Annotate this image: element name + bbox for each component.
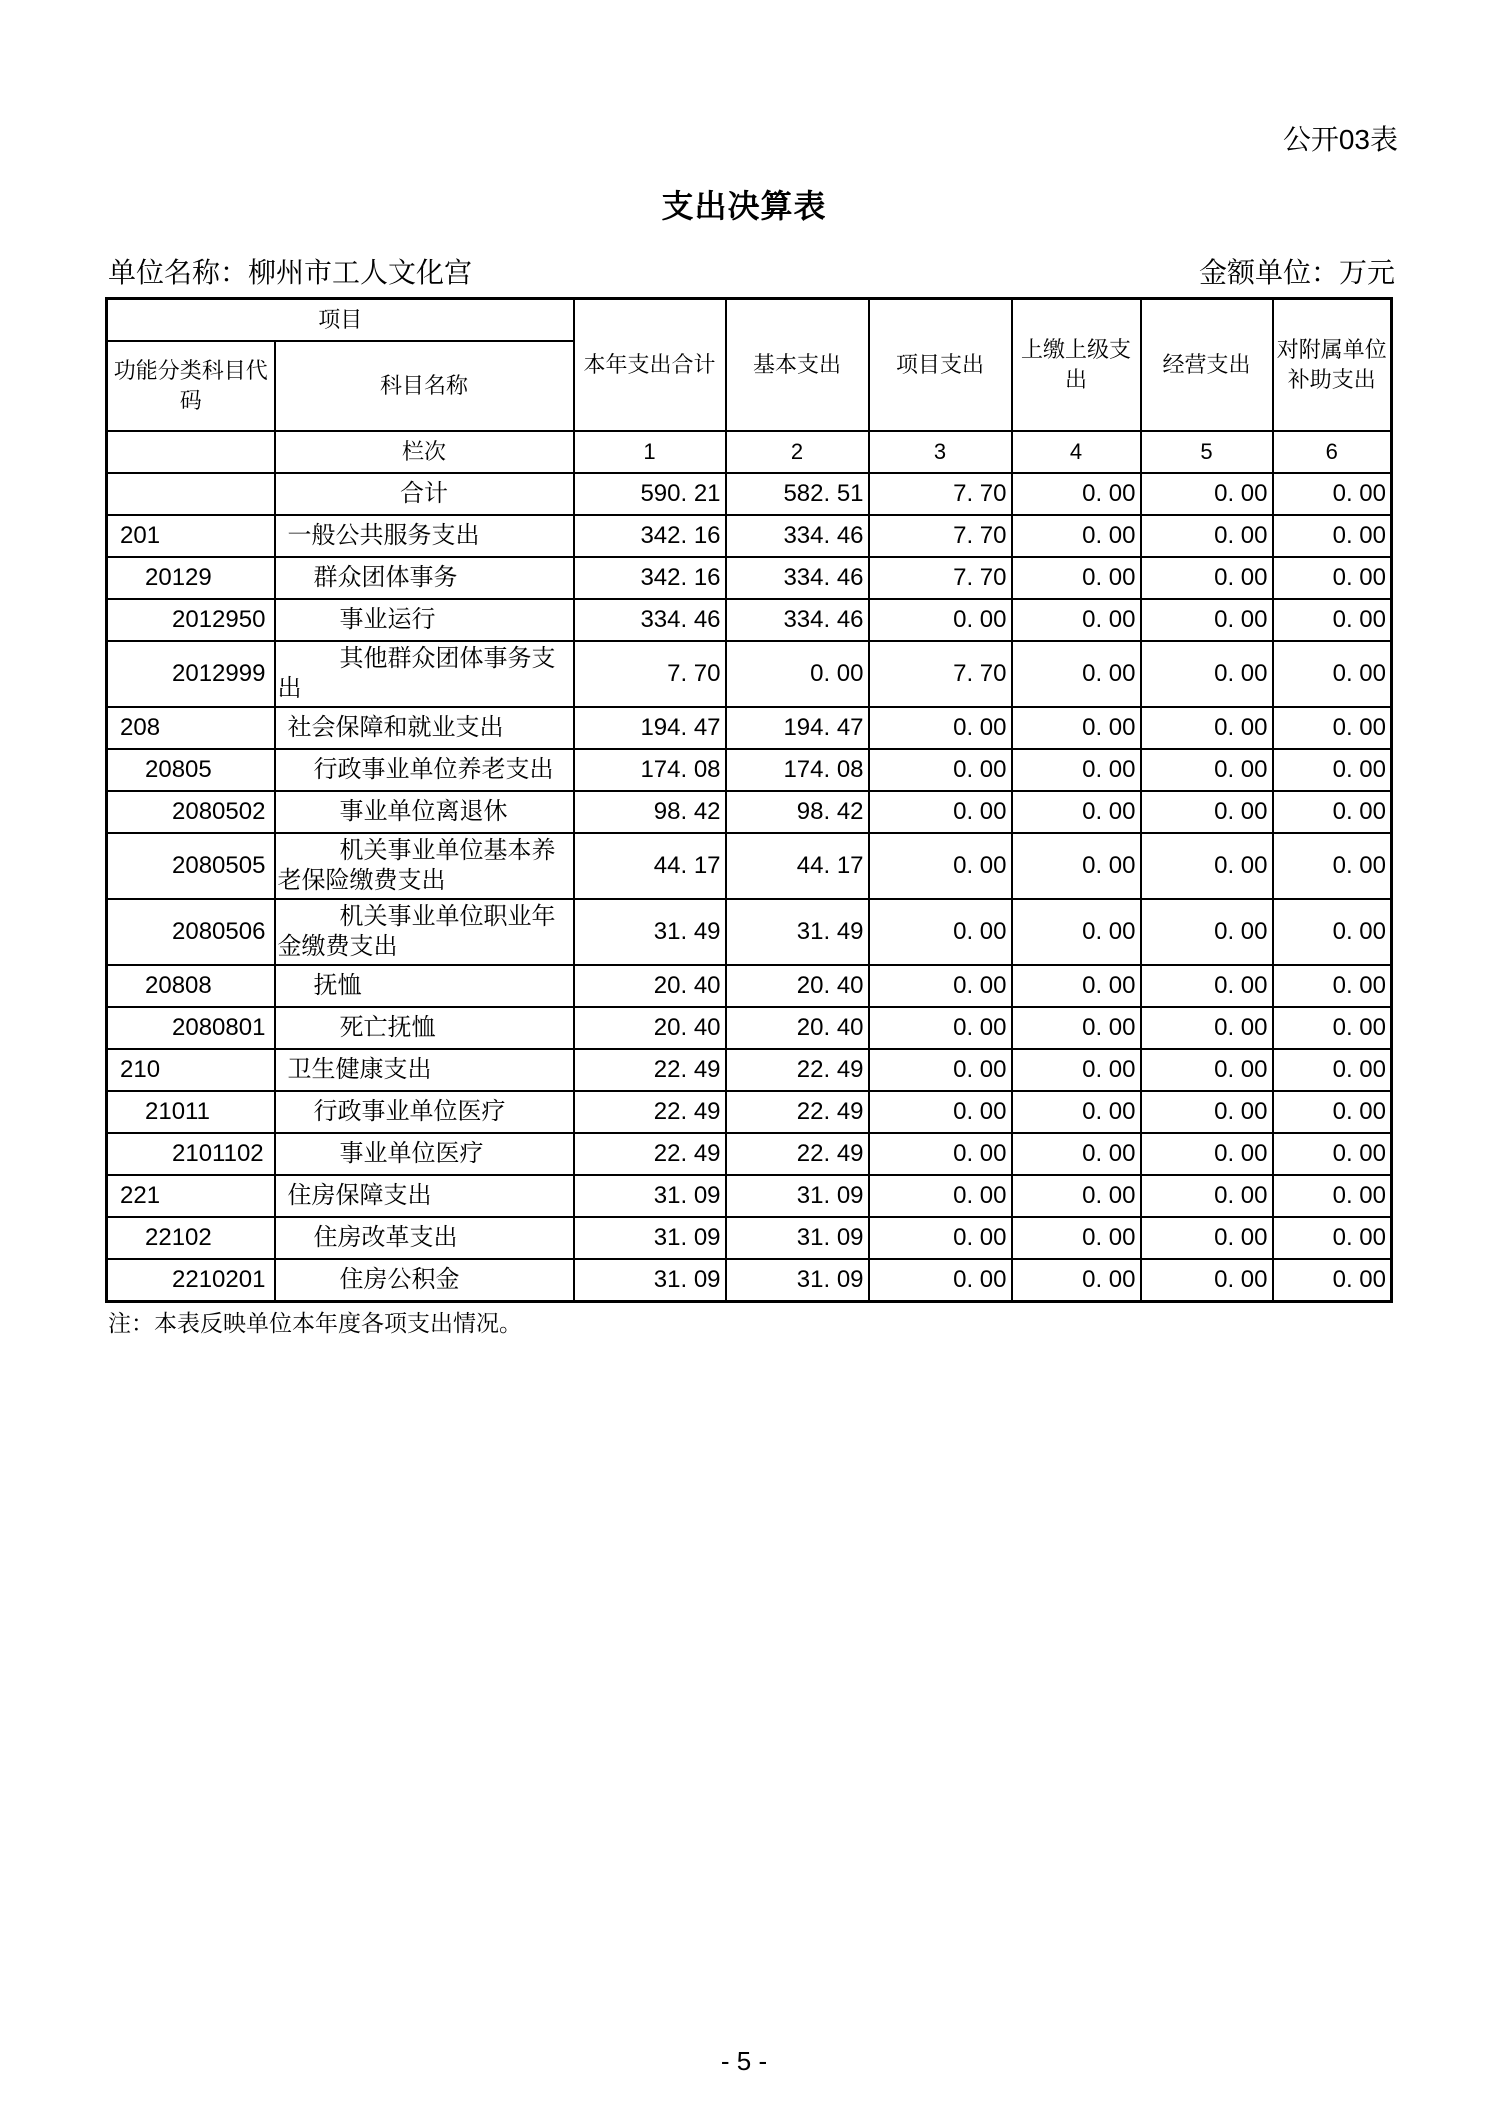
- row-value: 0. 00: [1273, 557, 1392, 599]
- row-value: 0. 00: [1141, 791, 1273, 833]
- row-value: 0. 00: [1141, 641, 1273, 707]
- row-code: 20808: [107, 965, 275, 1007]
- row-code: 221: [107, 1175, 275, 1217]
- row-value: 0. 00: [869, 833, 1012, 899]
- row-name: 社会保障和就业支出: [275, 707, 574, 749]
- row-value: 0. 00: [869, 1259, 1012, 1301]
- row-value: 0. 00: [1273, 833, 1392, 899]
- row-name: 住房公积金: [275, 1259, 574, 1301]
- row-value: 31. 09: [726, 1217, 869, 1259]
- table-row: [107, 473, 1392, 515]
- row-code: 210: [107, 1049, 275, 1091]
- row-value: 0. 00: [1273, 473, 1392, 515]
- row-value: 0. 00: [869, 1217, 1012, 1259]
- table-row: [107, 515, 1392, 557]
- row-value: 0. 00: [1012, 1259, 1141, 1301]
- lanci-empty-cell: [107, 431, 275, 473]
- row-value: 22. 49: [726, 1091, 869, 1133]
- row-value: 334. 46: [726, 515, 869, 557]
- row-value: 0. 00: [1273, 965, 1392, 1007]
- row-value: 334. 46: [726, 557, 869, 599]
- row-value: 0. 00: [1141, 515, 1273, 557]
- row-value: 0. 00: [869, 899, 1012, 965]
- row-code: 2012999: [107, 641, 275, 707]
- row-value: 0. 00: [1141, 473, 1273, 515]
- row-value: 0. 00: [1012, 1091, 1141, 1133]
- row-value: 334. 46: [574, 599, 726, 641]
- row-value: 342. 16: [574, 557, 726, 599]
- row-name: 事业单位医疗: [275, 1133, 574, 1175]
- row-code: 2101102: [107, 1133, 275, 1175]
- row-code: 20805: [107, 749, 275, 791]
- row-value: 0. 00: [1141, 1217, 1273, 1259]
- row-value: 0. 00: [1012, 1175, 1141, 1217]
- row-name: 一般公共服务支出: [275, 515, 574, 557]
- row-name: 群众团体事务: [275, 557, 574, 599]
- row-value: 31. 09: [574, 1259, 726, 1301]
- row-value: 31. 09: [726, 1175, 869, 1217]
- row-value: 0. 00: [1141, 707, 1273, 749]
- row-value: 0. 00: [1141, 557, 1273, 599]
- unit-name: 单位名称：柳州市工人文化宫: [108, 257, 473, 289]
- header-col-basic: 基本支出: [726, 298, 869, 431]
- table-row: [107, 1175, 1392, 1217]
- row-code: 208: [107, 707, 275, 749]
- row-value: 44. 17: [574, 833, 726, 899]
- table-row: [107, 965, 1392, 1007]
- row-value: 20. 40: [574, 965, 726, 1007]
- table-row: [107, 1049, 1392, 1091]
- row-value: 0. 00: [1012, 833, 1141, 899]
- row-value: 194. 47: [726, 707, 869, 749]
- row-value: 0. 00: [726, 641, 869, 707]
- row-value: 0. 00: [1273, 749, 1392, 791]
- row-value: 7. 70: [574, 641, 726, 707]
- row-value: 0. 00: [869, 1049, 1012, 1091]
- header-col-total: 本年支出合计: [574, 298, 726, 431]
- row-name: 卫生健康支出: [275, 1049, 574, 1091]
- row-value: 334. 46: [726, 599, 869, 641]
- row-value: 22. 49: [574, 1133, 726, 1175]
- row-value: 0. 00: [1273, 1259, 1392, 1301]
- row-value: 0. 00: [1273, 1049, 1392, 1091]
- row-value: 0. 00: [869, 749, 1012, 791]
- row-code: 2080506: [107, 899, 275, 965]
- row-value: 0. 00: [1273, 1175, 1392, 1217]
- row-value: 0. 00: [1141, 833, 1273, 899]
- header-row-project: [107, 298, 1392, 341]
- row-value: 0. 00: [1012, 641, 1141, 707]
- row-value: 0. 00: [1012, 749, 1141, 791]
- header-project-group: 项目: [107, 298, 574, 341]
- row-value: 582. 51: [726, 473, 869, 515]
- header-col-subsidy: 对附属单位补助支出: [1273, 298, 1392, 431]
- header-name-label: 科目名称: [275, 341, 574, 431]
- row-value: 20. 40: [726, 965, 869, 1007]
- lanci-number: 5: [1141, 431, 1273, 473]
- row-value: 98. 42: [574, 791, 726, 833]
- header-col-project: 项目支出: [869, 298, 1012, 431]
- table-row: [107, 899, 1392, 965]
- table-row: [107, 833, 1392, 899]
- row-value: 22. 49: [726, 1133, 869, 1175]
- page-number: - 5 -: [720, 2046, 768, 2076]
- row-value: 0. 00: [1273, 599, 1392, 641]
- doc-label: 公开03表: [1282, 124, 1398, 155]
- row-code: [107, 473, 275, 515]
- expenditure-table: [105, 297, 1393, 1303]
- row-name: 住房改革支出: [275, 1217, 574, 1259]
- row-value: 590. 21: [574, 473, 726, 515]
- row-value: 0. 00: [1141, 749, 1273, 791]
- row-value: 0. 00: [869, 1133, 1012, 1175]
- row-value: 0. 00: [1273, 1217, 1392, 1259]
- row-value: 0. 00: [869, 1175, 1012, 1217]
- row-value: 0. 00: [1012, 1133, 1141, 1175]
- row-value: 0. 00: [1012, 515, 1141, 557]
- amount-unit: 金额单位：万元: [1198, 257, 1395, 289]
- row-code: 2080502: [107, 791, 275, 833]
- row-name: 事业运行: [275, 599, 574, 641]
- row-code: 2210201: [107, 1259, 275, 1301]
- row-name: 死亡抚恤: [275, 1007, 574, 1049]
- row-name: 事业单位离退休: [275, 791, 574, 833]
- row-value: 0. 00: [1012, 791, 1141, 833]
- row-value: 0. 00: [1012, 557, 1141, 599]
- lanci-number: 2: [726, 431, 869, 473]
- row-value: 7. 70: [869, 473, 1012, 515]
- table-row: [107, 599, 1392, 641]
- row-value: 31. 09: [574, 1175, 726, 1217]
- row-name: 行政事业单位养老支出: [275, 749, 574, 791]
- row-value: 22. 49: [574, 1049, 726, 1091]
- row-code: 22102: [107, 1217, 275, 1259]
- row-name: 机关事业单位基本养老保险缴费支出: [275, 833, 574, 899]
- row-name: 行政事业单位医疗: [275, 1091, 574, 1133]
- row-value: 342. 16: [574, 515, 726, 557]
- page-title: 支出决算表: [661, 188, 827, 225]
- row-value: 0. 00: [1012, 707, 1141, 749]
- row-value: 7. 70: [869, 515, 1012, 557]
- row-value: 0. 00: [1012, 1007, 1141, 1049]
- header-col-operating: 经营支出: [1141, 298, 1273, 431]
- row-name: 合计: [275, 473, 574, 515]
- row-value: 0. 00: [1273, 1091, 1392, 1133]
- table-row: [107, 707, 1392, 749]
- row-value: 0. 00: [1141, 1259, 1273, 1301]
- table-row: [107, 1091, 1392, 1133]
- meta-row: [108, 258, 1395, 289]
- row-value: 98. 42: [726, 791, 869, 833]
- row-value: 0. 00: [1141, 1049, 1273, 1091]
- row-code: 201: [107, 515, 275, 557]
- table-row: [107, 641, 1392, 707]
- row-value: 0. 00: [1273, 641, 1392, 707]
- table-row: [107, 1133, 1392, 1175]
- table-row: [107, 1259, 1392, 1301]
- row-value: 0. 00: [1141, 1133, 1273, 1175]
- row-value: 0. 00: [869, 965, 1012, 1007]
- row-value: 0. 00: [1012, 1217, 1141, 1259]
- header-row-lanci: [107, 431, 1392, 473]
- row-value: 20. 40: [574, 1007, 726, 1049]
- row-value: 20. 40: [726, 1007, 869, 1049]
- lanci-number: 1: [574, 431, 726, 473]
- table-row: [107, 791, 1392, 833]
- table-row: [107, 1007, 1392, 1049]
- row-value: 0. 00: [1012, 965, 1141, 1007]
- row-value: 0. 00: [1141, 1175, 1273, 1217]
- row-code: 2012950: [107, 599, 275, 641]
- header-col-upward: 上缴上级支出: [1012, 298, 1141, 431]
- row-value: 0. 00: [1141, 965, 1273, 1007]
- table-row: [107, 1217, 1392, 1259]
- row-name: 其他群众团体事务支出: [275, 641, 574, 707]
- row-value: 31. 09: [574, 1217, 726, 1259]
- lanci-number: 3: [869, 431, 1012, 473]
- row-value: 0. 00: [1012, 599, 1141, 641]
- row-value: 0. 00: [1012, 1049, 1141, 1091]
- row-code: 2080505: [107, 833, 275, 899]
- row-code: 21011: [107, 1091, 275, 1133]
- row-value: 174. 08: [574, 749, 726, 791]
- row-value: 0. 00: [1273, 515, 1392, 557]
- row-value: 0. 00: [1273, 707, 1392, 749]
- row-value: 44. 17: [726, 833, 869, 899]
- row-value: 0. 00: [1012, 473, 1141, 515]
- row-value: 0. 00: [1273, 1007, 1392, 1049]
- header-code-label: 功能分类科目代码: [107, 341, 275, 431]
- row-value: 7. 70: [869, 641, 1012, 707]
- row-value: 0. 00: [1273, 899, 1392, 965]
- row-value: 0. 00: [1141, 899, 1273, 965]
- table-note: 注：本表反映单位本年度各项支出情况。: [108, 1309, 522, 1336]
- row-value: 194. 47: [574, 707, 726, 749]
- row-value: 31. 09: [726, 1259, 869, 1301]
- row-value: 22. 49: [726, 1049, 869, 1091]
- lanci-number: 4: [1012, 431, 1141, 473]
- row-value: 0. 00: [869, 1091, 1012, 1133]
- row-value: 0. 00: [869, 707, 1012, 749]
- row-code: 20129: [107, 557, 275, 599]
- row-value: 22. 49: [574, 1091, 726, 1133]
- table-row: [107, 749, 1392, 791]
- row-value: 0. 00: [1141, 1091, 1273, 1133]
- row-value: 0. 00: [869, 1007, 1012, 1049]
- row-value: 0. 00: [869, 791, 1012, 833]
- row-code: 2080801: [107, 1007, 275, 1049]
- row-value: 0. 00: [1141, 1007, 1273, 1049]
- row-value: 0. 00: [1012, 899, 1141, 965]
- lanci-number: 6: [1273, 431, 1392, 473]
- row-value: 0. 00: [869, 599, 1012, 641]
- table-row: [107, 557, 1392, 599]
- row-value: 31. 49: [574, 899, 726, 965]
- row-name: 抚恤: [275, 965, 574, 1007]
- row-name: 机关事业单位职业年金缴费支出: [275, 899, 574, 965]
- row-value: 0. 00: [1141, 599, 1273, 641]
- row-value: 174. 08: [726, 749, 869, 791]
- row-value: 0. 00: [1273, 791, 1392, 833]
- row-value: 7. 70: [869, 557, 1012, 599]
- row-name: 住房保障支出: [275, 1175, 574, 1217]
- lanci-label: 栏次: [275, 431, 574, 473]
- row-value: 0. 00: [1273, 1133, 1392, 1175]
- row-value: 31. 49: [726, 899, 869, 965]
